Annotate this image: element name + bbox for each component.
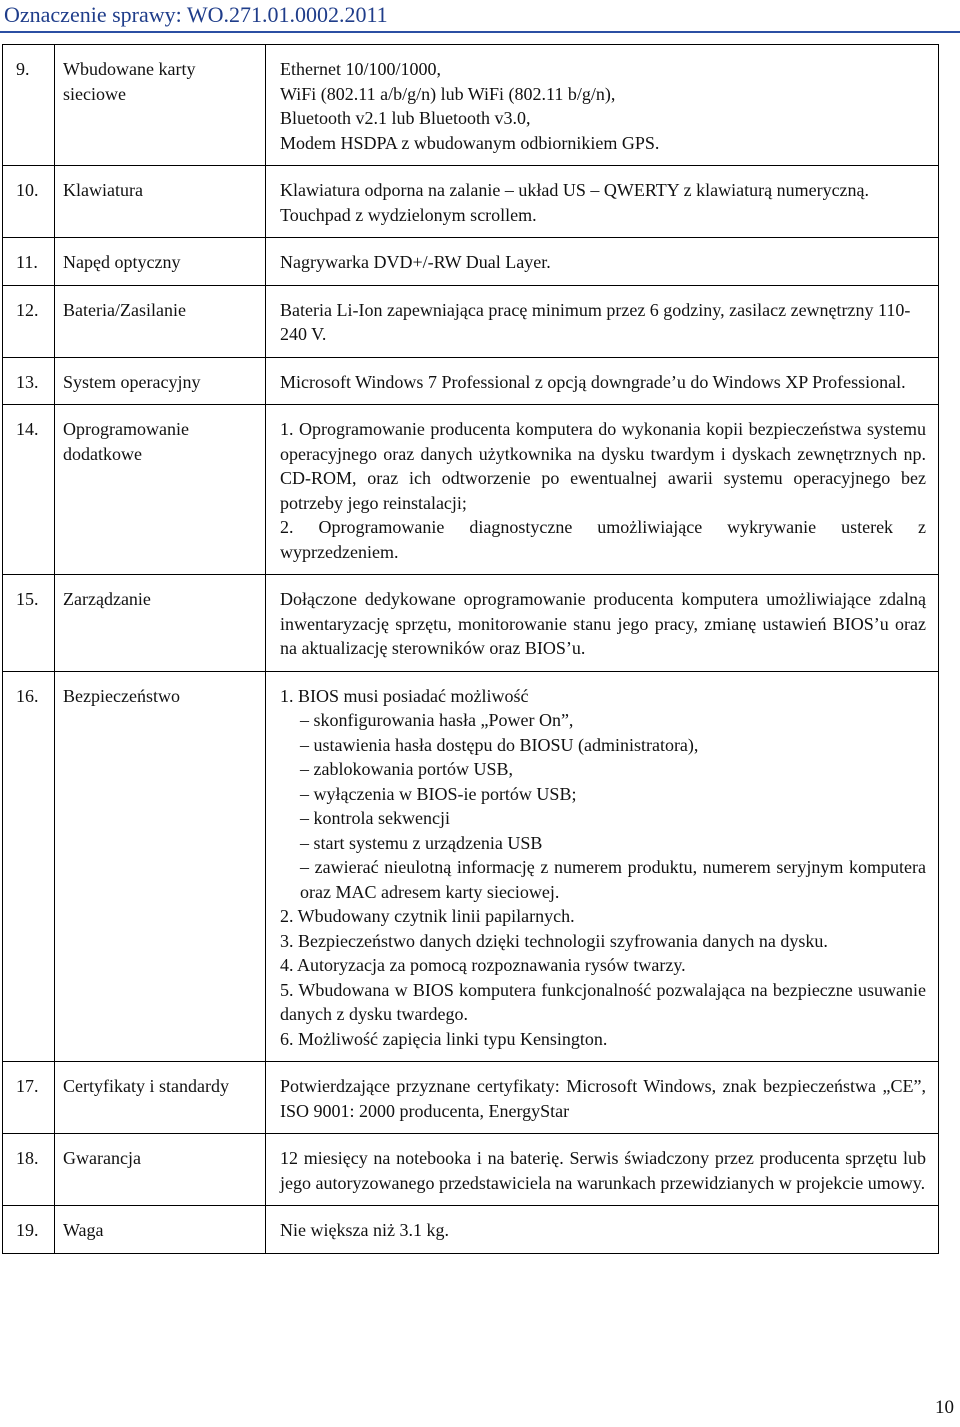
list-item: – kontrola sekwencji (300, 808, 450, 828)
description-line: WiFi (802.11 a/b/g/n) lub WiFi (802.11 b/g/n), (280, 83, 616, 104)
row-number: 18. (3, 1134, 55, 1206)
row-name: Gwarancja (55, 1134, 266, 1206)
table-row (3, 405, 939, 575)
row-number: 19. (3, 1206, 55, 1254)
row-name: Klawiatura (55, 166, 266, 238)
row-description (266, 671, 939, 1062)
row-name: Certyfikaty i standardy (55, 1062, 266, 1134)
list-item: – ustawienia hasła dostępu do BIOSU (administratora), (300, 734, 699, 755)
row-name: Oprogramowanie dodatkowe (55, 405, 266, 575)
table-row (3, 575, 939, 672)
row-name: Zarządzanie (55, 575, 266, 672)
table-row (3, 671, 939, 1062)
table-row (3, 166, 939, 238)
row-number: 16. (3, 671, 55, 1062)
list-item: – start systemu z urządzenia USB (300, 832, 543, 853)
bios-options-list (280, 708, 926, 904)
row-number: 14. (3, 405, 55, 575)
row-description (266, 405, 939, 575)
case-reference: Oznaczenie sprawy: WO.271.01.0002.2011 (4, 2, 388, 27)
row-name: Waga (55, 1206, 266, 1254)
header-divider (0, 31, 960, 33)
table-row (3, 357, 939, 405)
row-number: 12. (3, 285, 55, 357)
table-row (3, 285, 939, 357)
table-row (3, 238, 939, 286)
row-description: Nagrywarka DVD+/-RW Dual Layer. (266, 238, 939, 286)
list-item: – zawierać nieulotną informację z numerem produktu, numerem seryjnym komputera oraz MAC adresem karty sieciowej. (300, 857, 926, 902)
row-description: 12 miesięcy na notebooka i na baterię. Serwis świadczony przez producenta sprzętu lub jego autoryzowanego przedstawiciela na warunkach przewidzianych w projekcie umowy. (266, 1134, 939, 1206)
row-number: 9. (3, 45, 55, 166)
description-intro: 1. BIOS musi posiadać możliwość (280, 685, 529, 706)
row-name: Wbudowane karty sieciowe (55, 45, 266, 166)
row-description: Potwierdzające przyznane certyfikaty: Microsoft Windows, znak bezpieczeństwa „CE”, ISO 9001: 2000 producenta, EnergyStar (266, 1062, 939, 1134)
row-name: System operacyjny (55, 357, 266, 405)
description-point: 2. Wbudowany czytnik linii papilarnych. (280, 906, 575, 926)
list-item: – zablokowania portów USB, (300, 759, 513, 779)
row-number: 17. (3, 1062, 55, 1134)
row-description: Dołączone dedykowane oprogramowanie producenta komputera umożliwiające zdalną inwentaryzację sprzętu, monitorowanie stanu jego pracy, zmianę ustawień BIOS’u oraz na aktualizację sterowników oraz BIOS’u. (266, 575, 939, 672)
row-number: 11. (3, 238, 55, 286)
description-point: 5. Wbudowana w BIOS komputera funkcjonalność pozwalająca na bezpieczne usuwanie danych z dysku twardego. (280, 979, 926, 1024)
row-name: Bateria/Zasilanie (55, 285, 266, 357)
description-paragraph: 1. Oprogramowanie producenta komputera do wykonania kopii bezpieczeństwa systemu operacyjnego oraz danych użytkownika na dysku twardym i dyskach zewnętrznych np. CD-ROM, oraz ich odtworzenie po ewentualnej awarii systemu operacyjnego bez potrzeby jego reinstalacji; (280, 419, 926, 513)
description-point: 6. Możliwość zapięcia linki typu Kensington. (280, 1028, 608, 1049)
table-row (3, 1134, 939, 1206)
description-line: Bluetooth v2.1 lub Bluetooth v3.0, (280, 108, 531, 128)
row-number: 13. (3, 357, 55, 405)
row-number: 10. (3, 166, 55, 238)
page-number: 10 (935, 1397, 954, 1418)
description-line: Modem HSDPA z wbudowanym odbiornikiem GPS. (280, 132, 660, 153)
description-paragraph: 2. Oprogramowanie diagnostyczne umożliwiające wykrywanie usterek z wyprzedzeniem. (280, 517, 926, 562)
description-point: 4. Autoryzacja za pomocą rozpoznawania rysów twarzy. (280, 955, 686, 975)
row-description: Microsoft Windows 7 Professional z opcją downgrade’u do Windows XP Professional. (266, 357, 939, 405)
row-description: Klawiatura odporna na zalanie – układ US – QWERTY z klawiaturą numeryczną. Touchpad z wydzielonym scrollem. (266, 166, 939, 238)
list-item: – wyłączenia w BIOS-ie portów USB; (300, 783, 577, 804)
table-row (3, 1062, 939, 1134)
row-name: Bezpieczeństwo (55, 671, 266, 1062)
row-name: Napęd optyczny (55, 238, 266, 286)
specification-table (2, 44, 939, 1254)
description-point: 3. Bezpieczeństwo danych dzięki technologii szyfrowania danych na dysku. (280, 930, 828, 951)
row-number: 15. (3, 575, 55, 672)
table-row (3, 45, 939, 166)
description-line: Ethernet 10/100/1000, (280, 59, 441, 79)
row-description: Bateria Li-Ion zapewniająca pracę minimum przez 6 godziny, zasilacz zewnętrzny 110-240 V. (266, 285, 939, 357)
list-item: – skonfigurowania hasła „Power On”, (300, 710, 574, 730)
row-description (266, 45, 939, 166)
row-description: Nie większa niż 3.1 kg. (266, 1206, 939, 1254)
table-row (3, 1206, 939, 1254)
